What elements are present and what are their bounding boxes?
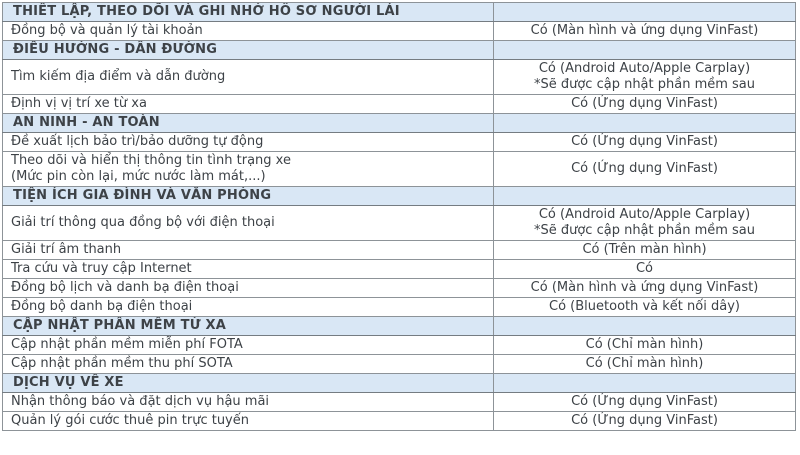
section-title: DỊCH VỤ VỀ XE — [3, 374, 494, 393]
value-label: Có (Chỉ màn hình) — [585, 337, 704, 352]
section-title-spacer — [494, 187, 796, 206]
feature-label: Nhận thông báo và đặt dịch vụ hậu mãi — [11, 394, 270, 409]
feature-cell — [3, 95, 494, 114]
feature-cell — [3, 22, 494, 41]
section-title-spacer — [494, 114, 796, 133]
value-cell — [494, 152, 796, 187]
table-row — [3, 95, 796, 114]
table-row — [3, 298, 796, 317]
table-row — [3, 22, 796, 41]
value-cell — [494, 133, 796, 152]
feature-label: Đồng bộ danh bạ điện thoại — [11, 299, 193, 314]
value-label: Có (Bluetooth và kết nối dây) — [549, 299, 740, 314]
section-header-row — [3, 3, 796, 22]
value-label: Có (Ứng dụng VinFast) — [571, 394, 718, 409]
feature-note: (Mức pin còn lại, mức nước làm mát,...) — [11, 169, 266, 184]
feature-cell — [3, 152, 494, 187]
feature-table-body — [3, 3, 796, 431]
table-row — [3, 412, 796, 431]
value-label: Có (Android Auto/Apple Carplay) — [538, 61, 751, 76]
value-label: Có (Ứng dụng VinFast) — [571, 134, 718, 149]
value-label: Có (Chỉ màn hình) — [585, 356, 704, 371]
section-title-spacer — [494, 41, 796, 60]
value-note: *Sẽ được cập nhật phần mềm sau — [533, 223, 756, 238]
table-row — [3, 241, 796, 260]
feature-label: Định vị vị trí xe từ xa — [11, 96, 147, 111]
section-title-spacer — [494, 374, 796, 393]
table-row — [3, 279, 796, 298]
feature-label: Đồng bộ lịch và danh bạ điện thoại — [11, 280, 239, 295]
feature-cell — [3, 241, 494, 260]
section-header-row — [3, 41, 796, 60]
value-cell — [494, 260, 796, 279]
section-title: CẬP NHẬT PHẦN MỀM TỪ XA — [3, 317, 494, 336]
table-row — [3, 393, 796, 412]
value-label: Có (Ứng dụng VinFast) — [571, 413, 718, 428]
section-header-row — [3, 317, 796, 336]
feature-cell — [3, 298, 494, 317]
value-label: Có (Ứng dụng VinFast) — [571, 161, 718, 176]
feature-cell — [3, 336, 494, 355]
value-cell — [494, 22, 796, 41]
table-row — [3, 133, 796, 152]
section-title: THIẾT LẬP, THEO DÕI VÀ GHI NHỚ HỒ SƠ NGƯỜI LÁI — [3, 3, 494, 22]
table-row — [3, 336, 796, 355]
table-row — [3, 152, 796, 187]
value-label: Có (Android Auto/Apple Carplay) — [538, 207, 751, 222]
table-row — [3, 206, 796, 241]
feature-cell — [3, 393, 494, 412]
value-cell — [494, 206, 796, 241]
section-title-spacer — [494, 317, 796, 336]
value-label: Có — [635, 261, 654, 276]
feature-cell — [3, 412, 494, 431]
value-cell — [494, 393, 796, 412]
table-row — [3, 60, 796, 95]
feature-label: Giải trí thông qua đồng bộ với điện thoại — [11, 215, 275, 230]
value-cell — [494, 95, 796, 114]
value-cell — [494, 412, 796, 431]
feature-cell — [3, 260, 494, 279]
value-label: Có (Màn hình và ứng dụng VinFast) — [530, 280, 759, 295]
value-cell — [494, 60, 796, 95]
value-cell — [494, 241, 796, 260]
feature-label: Quản lý gói cước thuê pin trực tuyến — [11, 413, 249, 428]
feature-label: Cập nhật phần mềm miễn phí FOTA — [11, 337, 243, 352]
section-title: TIỆN ÍCH GIA ĐÌNH VÀ VĂN PHÒNG — [3, 187, 494, 206]
section-header-row — [3, 187, 796, 206]
value-cell — [494, 355, 796, 374]
feature-cell — [3, 60, 494, 95]
feature-label: Theo dõi và hiển thị thông tin tình trạng xe — [11, 153, 291, 168]
value-cell — [494, 298, 796, 317]
table-row — [3, 260, 796, 279]
feature-cell — [3, 206, 494, 241]
value-label: Có (Màn hình và ứng dụng VinFast) — [530, 23, 759, 38]
feature-table — [2, 2, 796, 431]
feature-cell — [3, 133, 494, 152]
section-title-spacer — [494, 3, 796, 22]
feature-cell — [3, 279, 494, 298]
feature-label: Tìm kiếm địa điểm và dẫn đường — [11, 69, 226, 84]
feature-table-page — [2, 2, 796, 431]
feature-label: Tra cứu và truy cập Internet — [11, 261, 192, 276]
section-title: ĐIỀU HƯỚNG - DẪN ĐƯỜNG — [3, 41, 494, 60]
feature-cell — [3, 355, 494, 374]
feature-label: Giải trí âm thanh — [11, 242, 122, 257]
section-header-row — [3, 114, 796, 133]
section-header-row — [3, 374, 796, 393]
feature-label: Cập nhật phần mềm thu phí SOTA — [11, 356, 233, 371]
value-note: *Sẽ được cập nhật phần mềm sau — [533, 77, 756, 92]
value-label: Có (Ứng dụng VinFast) — [571, 96, 718, 111]
table-row — [3, 355, 796, 374]
feature-label: Đề xuất lịch bảo trì/bảo dưỡng tự động — [11, 134, 264, 149]
value-label: Có (Trên màn hình) — [582, 242, 707, 257]
value-cell — [494, 336, 796, 355]
value-cell — [494, 279, 796, 298]
feature-label: Đồng bộ và quản lý tài khoản — [11, 23, 203, 38]
section-title: AN NINH - AN TOÀN — [3, 114, 494, 133]
